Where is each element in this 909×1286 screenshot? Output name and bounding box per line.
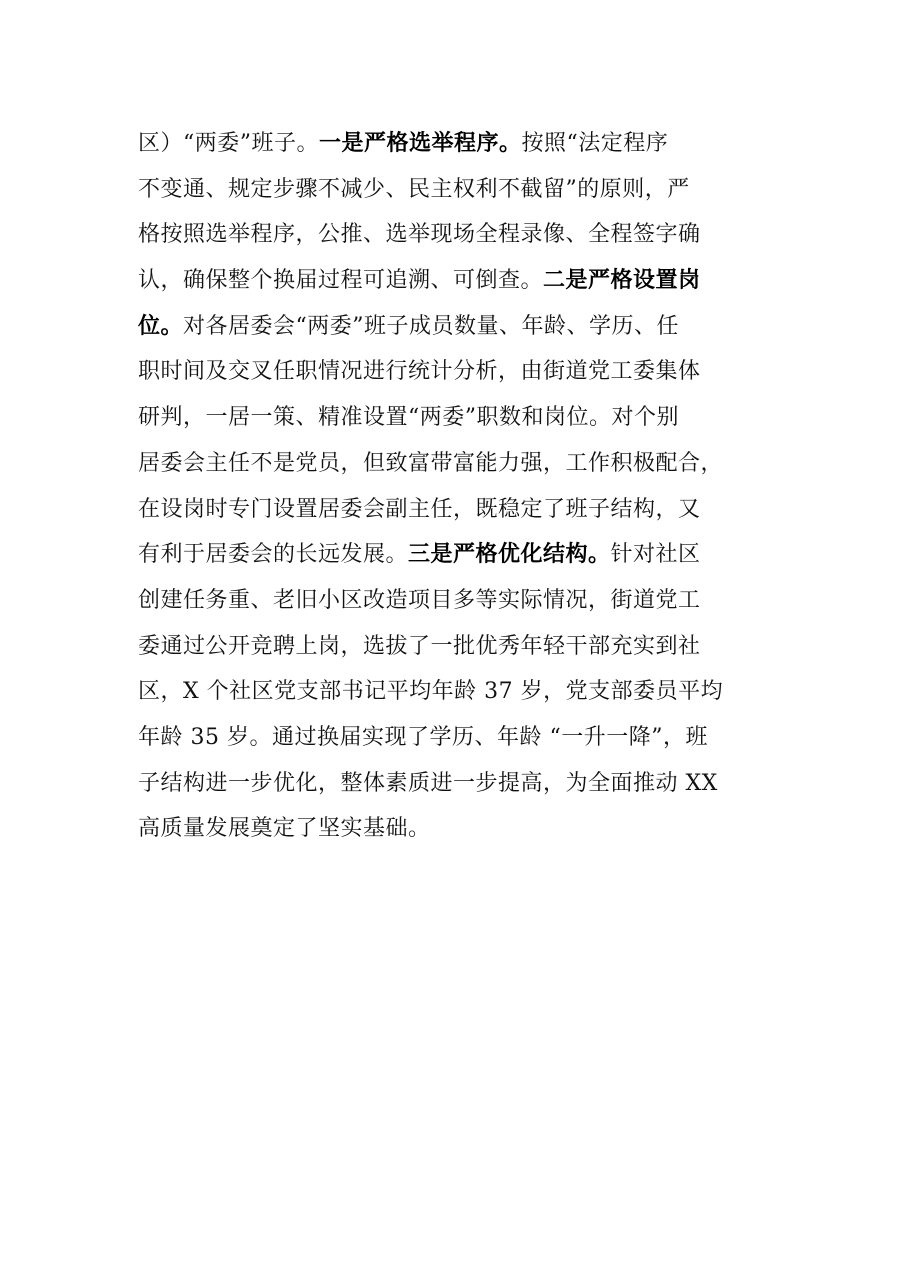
text-segment: 居委会主任不是党员，但致富带富能力强，工作积极配合， <box>138 450 724 476</box>
text-segment: 在设岗时专门设置居委会副主任，既稳定了班子结构，又 <box>138 496 701 522</box>
text-line <box>138 395 778 441</box>
text-segment: 区）“两委”班子。 <box>138 131 319 156</box>
text-segment: 按照“法定程序 <box>521 131 669 156</box>
text-segment: 格按照选举程序，公推、选举现场全程录像、全程签字确 <box>138 222 701 248</box>
text-line <box>138 167 778 213</box>
bold-heading-phrase: 三是严格优化结构。 <box>408 542 611 568</box>
text-segment: 有利于居委会的长远发展。 <box>138 542 409 568</box>
text-segment: 针对社区 <box>610 542 701 568</box>
text-segment: 不变通、规定步骤不减少、民主权利不截留”的原则，严 <box>138 176 690 202</box>
text-segment: 区，X 个社区党支部书记平均年龄 37 岁，党支部委员平均 <box>138 679 724 705</box>
text-segment: 年龄 35 岁。通过换届实现了学历、年龄 “一升一降”，班 <box>138 724 708 750</box>
body-paragraph <box>138 121 778 852</box>
text-line <box>138 578 778 624</box>
text-segment: 高质量发展奠定了坚实基础。 <box>138 816 431 842</box>
text-line <box>138 532 778 578</box>
text-line <box>138 121 778 167</box>
text-segment: 认，确保整个换届过程可追溯、可倒查。 <box>138 268 544 294</box>
text-line <box>138 441 778 487</box>
text-line <box>138 669 778 715</box>
bold-heading-phrase: 一是严格选举程序。 <box>319 131 522 156</box>
text-line <box>138 487 778 533</box>
text-line <box>138 624 778 670</box>
text-segment: 子结构进一步优化，整体素质进一步提高，为全面推动 XX <box>138 770 718 796</box>
text-segment: 创建任务重、老旧小区改造项目多等实际情况，街道党工 <box>138 587 701 613</box>
text-segment: 职时间及交叉任职情况进行统计分析，由街道党工委集体 <box>138 359 701 385</box>
text-line <box>138 349 778 395</box>
text-line <box>138 761 778 807</box>
bold-heading-phrase: 二是严格设置岗 <box>543 268 701 294</box>
bold-heading-phrase: 位。 <box>138 313 184 339</box>
text-line <box>138 304 778 350</box>
text-line <box>138 806 778 852</box>
text-segment: 对各居委会“两委”班子成员数量、年龄、学历、任 <box>183 313 680 339</box>
text-segment: 研判，一居一策、精准设置“两委”职数和岗位。对个别 <box>138 405 679 431</box>
text-line <box>138 212 778 258</box>
text-line <box>138 715 778 761</box>
text-segment: 委通过公开竞聘上岗，选拔了一批优秀年轻干部充实到社 <box>138 633 701 659</box>
text-line <box>138 258 778 304</box>
